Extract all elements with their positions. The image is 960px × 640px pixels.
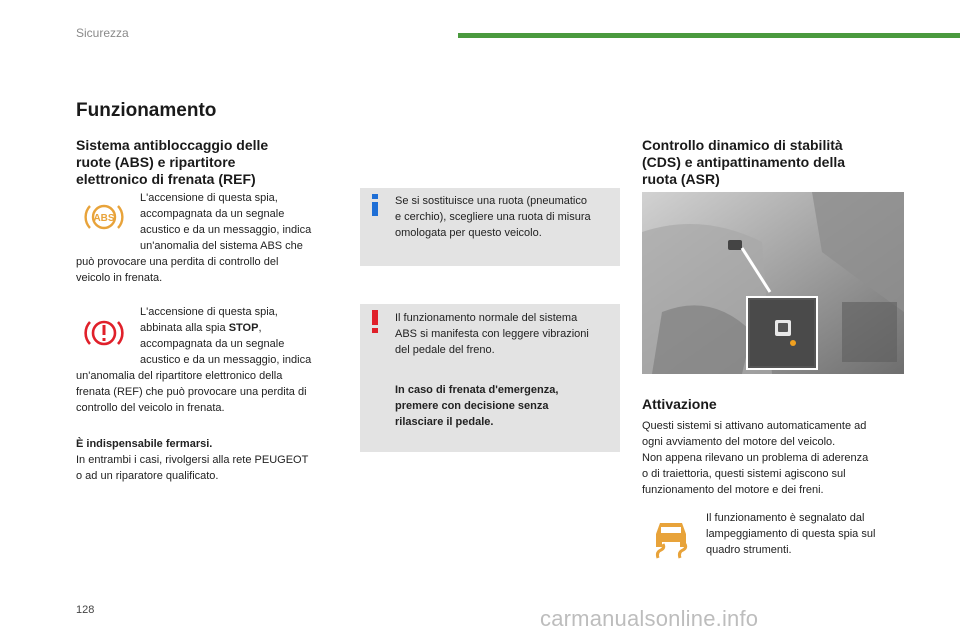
dashboard-illustration	[642, 192, 904, 374]
abs-warning-text-indented: L'accensione di questa spia, accompagnata da un segnale acustico e da un messaggio, indica un'anomalia del sistema ABS che	[140, 192, 312, 252]
stop-warning-line: abbinata alla spia STOP,	[140, 322, 262, 334]
warning-note-text: Il funzionamento normale del sistema ABS si manifesta con leggere vibrazioni del pedale del freno.	[395, 312, 589, 356]
stop-warning-text-indented: L'accensione di questa spia, abbinata alla spia STOP, accompagnata da un segnale acustico e da un messaggio, indica	[140, 304, 350, 368]
abs-ref-heading: Sistema antibloccaggio delle ruote (ABS) e ripartitore elettronico di frenata (REF)	[76, 137, 269, 187]
svg-text:ABS: ABS	[93, 213, 115, 224]
activation-heading: Attivazione	[642, 396, 717, 412]
exclamation-icon	[372, 310, 378, 332]
section-label: Sicurezza	[76, 26, 129, 40]
info-note-text: Se si sostituisce una ruota (pneumatico e cerchio), scegliere una ruota di misura omologata per questo veicolo.	[395, 195, 591, 239]
emergency-braking-text: In caso di frenata d'emergenza, premere con decisione senza rilasciare il pedale.	[395, 384, 559, 428]
brake-warning-icon	[82, 314, 126, 352]
activation-text: Questi sistemi si attivano automaticamente ad ogni avviamento del motore del veicolo. Non appena rilevano un problema di aderenza o di traiettoria, questi sistemi agiscono sul funzionamento del motore e dei freni.	[642, 420, 869, 496]
esp-skid-icon	[652, 518, 690, 560]
page-number: 128	[76, 604, 95, 616]
stop-warning-text: un'anomalia del ripartitore elettronico della frenata (REF) che può provocare una perdita di controllo del veicolo in frenata.	[76, 370, 307, 414]
mandatory-stop-block: È indispensabile fermarsi. In entrambi i casi, rivolgersi alla rete PEUGEOT o ad un riparatore qualificato.	[76, 438, 309, 482]
watermark: carmanualsonline.info	[540, 606, 759, 631]
info-icon	[372, 194, 378, 216]
abs-warning-text: può provocare una perdita di controllo del veicolo in frenata.	[76, 256, 279, 284]
cds-asr-heading: Controllo dinamico di stabilità (CDS) e antipattinamento della ruota (ASR)	[642, 137, 846, 187]
dashboard-photo	[642, 192, 904, 374]
abs-warning-icon	[82, 198, 126, 236]
esp-indicator-text: Il funzionamento è segnalato dal lampeggiamento di questa spia sul quadro strumenti.	[706, 512, 876, 556]
section-accent-bar	[458, 33, 960, 38]
page-title: Funzionamento	[76, 100, 217, 121]
